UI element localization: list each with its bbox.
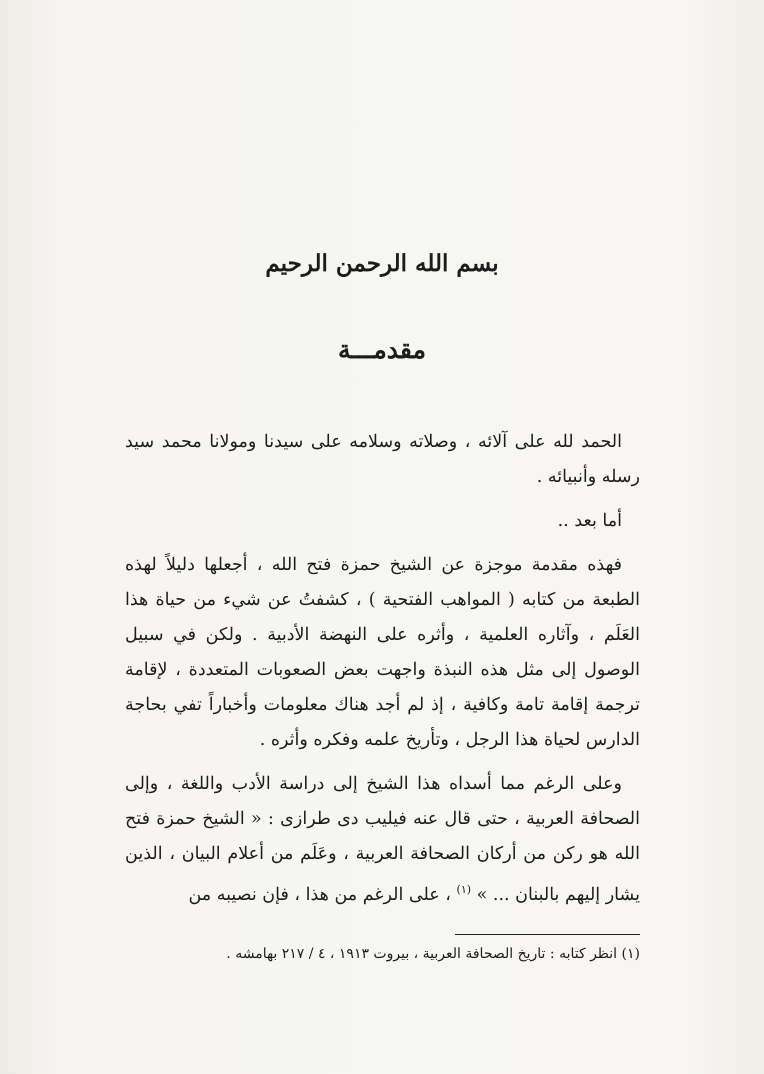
paragraph-4-tail: ، على الرغم من هذا ، فإن نصيبه من (188, 884, 457, 905)
paragraph-4-text: وعلى الرغم مما أسداه هذا الشيخ إلى دراسة الأدب واللغة ، وإلى الصحافة العربية ، حتى قال عنه فيليب دى طرازى : « الشيخ حمزة فتح الله هو ركن من أركان الصحافة العربية ، وعَلَم من أعلام البيان ، الذين يشار إليهم بالبنان ... » (125, 774, 640, 905)
paragraph-4 (125, 767, 640, 913)
paragraph-3: فهذه مقدمة موجزة عن الشيخ حمزة فتح الله ، أجعلها دليلاً لهذه الطبعة من كتابه ( المواهب الفتحية ) ، كشفتُ عن شيء من حياة هذا العَلَم ، وآثاره العلمية ، وأثره على النهضة الأدبية . ولكن في سبيل الوصول إلى مثل هذه النبذة واجهت بعض الصعوبات المتعددة ، لإقامة ترجمة إقامة تامة وكافية ، إذ لم أجد هناك معلومات وأخباراً تفي بحاجة الدارس لحياة هذا الرجل ، وتأريخ علمه وفكره وأثره . (125, 555, 640, 750)
section-heading: مقدمـــة (338, 335, 426, 364)
paragraph-2: أما بعد .. (557, 511, 622, 531)
footnote-divider (455, 934, 640, 935)
paragraph-1: الحمد لله على آلائه ، وصلاته وسلامه على سيدنا ومولانا محمد سيد رسله وأنبيائه . (125, 432, 640, 487)
basmala: بسم الله الرحمن الرحيم (265, 250, 499, 277)
footnote-reference: (١) (456, 883, 472, 896)
body-text (125, 425, 640, 922)
footnote: (١) انظر كتابه : تاريخ الصحافة العربية ، بيروت ١٩١٣ ، ٤ / ٢١٧ بهامشه . (226, 946, 640, 962)
